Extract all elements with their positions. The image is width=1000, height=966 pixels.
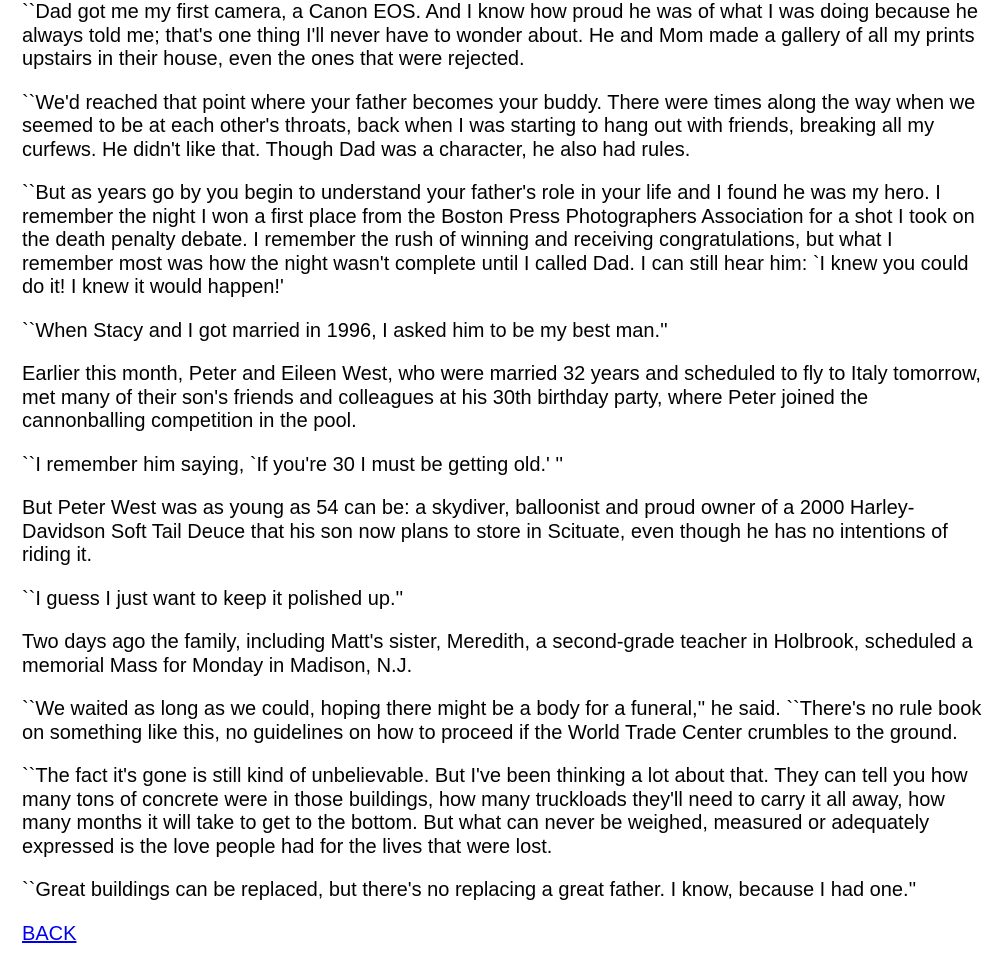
article-paragraph-8: ``I guess I just want to keep it polished up.'': [22, 587, 404, 610]
article-body: [22, 0, 982, 966]
article-paragraph-7: But Peter West was as young as 54 can be: a skydiver, balloonist and proud owner of a 2000 Harley-Davidson Soft Tail Deuce that his son now plans to store in Scituate, even though he has no intentions of riding it.: [22, 497, 948, 566]
article-paragraph-5: Earlier this month, Peter and Eileen West, who were married 32 years and scheduled to fly to Italy tomorrow, met many of their son's friends and colleagues at his 30th birthday party, where Peter joined the cannonballing competition in the pool.: [22, 363, 981, 432]
article-paragraph-10: ``We waited as long as we could, hoping there might be a body for a funeral,'' he said. ``There's no rule book on something like this, no guidelines on how to proceed if the World Trade Center crumbles to the ground.: [22, 698, 982, 744]
back-link[interactable]: BACK: [22, 922, 77, 945]
article-paragraph-11: ``The fact it's gone is still kind of unbelievable. But I've been thinking a lot about that. They can tell you how many tons of concrete were in those buildings, how many truckloads they'll need to carry it all away, how many months it will take to get to the bottom. But what can never be weighed, measured or adequately expressed is the love people had for the lives that were lost.: [22, 765, 968, 858]
article-paragraph-1: ``Dad got me my first camera, a Canon EOS. And I know how proud he was of what I was doing because he always told me; that's one thing I'll never have to wonder about. He and Mom made a gallery of all my prints upstairs in their house, even the ones that were rejected.: [22, 1, 979, 70]
article-paragraph-2: ``We'd reached that point where your father becomes your buddy. There were times along the way when we seemed to be at each other's throats, back when I was starting to hang out with friends, breaking all my curfews. He didn't like that. Though Dad was a character, he also had rules.: [22, 91, 976, 161]
article-paragraph-6: ``I remember him saying, `If you're 30 I must be getting old.' '': [22, 453, 564, 476]
back-link-container: [22, 923, 982, 947]
article-paragraph-3: ``But as years go by you begin to understand your father's role in your life and I found he was my hero. I remember the night I won a first place from the Boston Press Photographers Association for a shot I took on the death penalty debate. I remember the rush of winning and receiving congratulations, but what I remember most was how the night wasn't complete until I called Dad. I can still hear him: `I knew you could do it! I knew it would happen!': [22, 182, 975, 298]
article-paragraph-12: ``Great buildings can be replaced, but there's no replacing a great father. I know, because I had one.'': [22, 879, 917, 901]
article-paragraph-9: Two days ago the family, including Matt's sister, Meredith, a second-grade teacher in Holbrook, scheduled a memorial Mass for Monday in Madison, N.J.: [22, 631, 973, 677]
article-paragraph-4: ``When Stacy and I got married in 1996, I asked him to be my best man.'': [22, 319, 668, 342]
